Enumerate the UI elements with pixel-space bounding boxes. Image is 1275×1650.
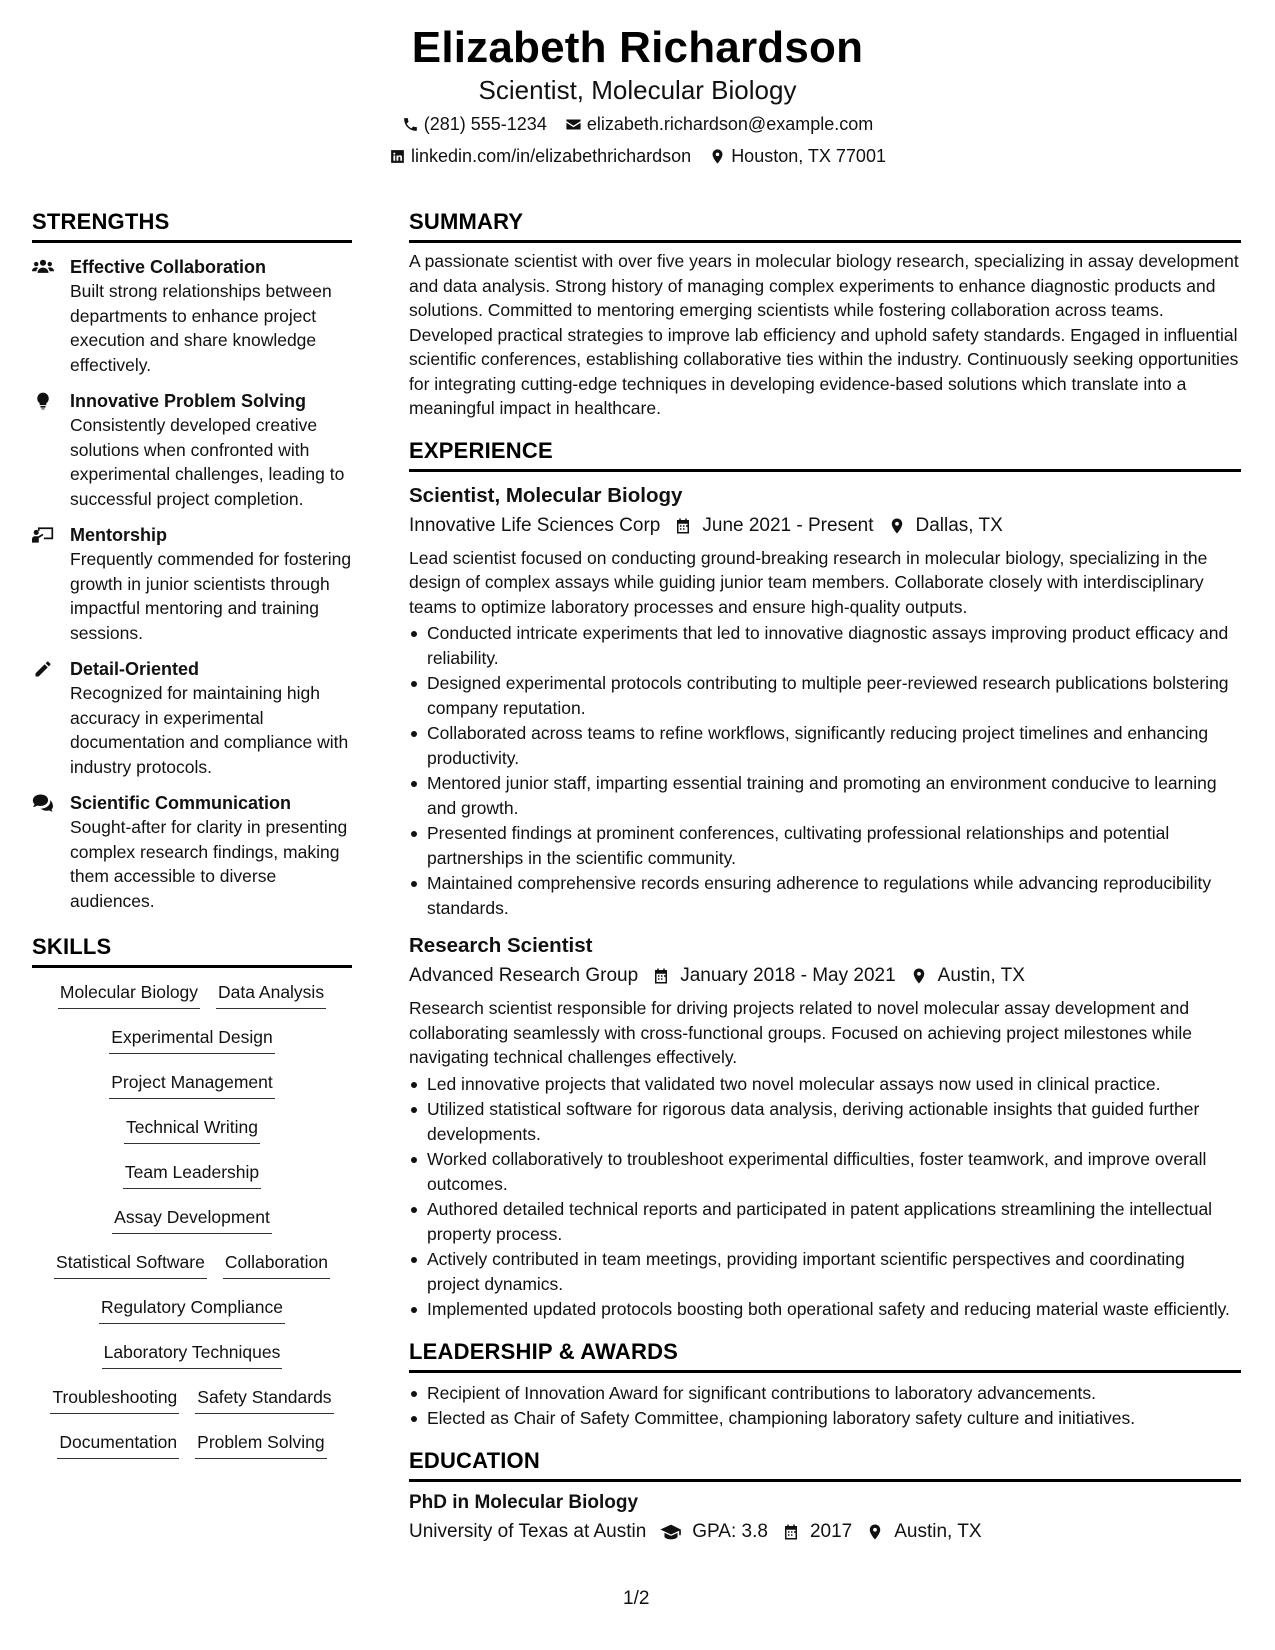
bullet-item: Conducted intricate experiments that led to innovative diagnostic assays improving product efficacy and reliability. xyxy=(409,621,1241,670)
job-bullets xyxy=(409,621,1241,920)
degree-title: PhD in Molecular Biology xyxy=(409,1491,639,1513)
job-dates: January 2018 - May 2021 xyxy=(680,965,896,986)
bullet-item: Actively contributed in team meetings, providing important scientific perspectives and coordinating project dynamics. xyxy=(409,1247,1241,1296)
right-column xyxy=(409,208,1241,1546)
skill-tag: Problem Solving xyxy=(195,1430,326,1459)
location-contact xyxy=(709,144,886,168)
job-entry xyxy=(409,482,1241,921)
phone-icon xyxy=(402,116,419,133)
skill-tag: Data Analysis xyxy=(216,980,326,1009)
strength-desc: Recognized for maintaining high accuracy in experimental documentation and compliance with industry protocols. xyxy=(70,683,349,777)
map-pin-icon xyxy=(866,1523,884,1541)
email-text[interactable]: elizabeth.richardson@example.com xyxy=(586,114,874,134)
job-location: Dallas, TX xyxy=(915,514,1003,536)
bullet-item: Presented findings at prominent conferences, cultivating professional relationships and potential partnerships in the scientific community. xyxy=(409,821,1241,870)
strength-desc: Built strong relationships between departments to enhance project execution and share knowledge effectively. xyxy=(70,281,332,375)
map-pin-icon xyxy=(910,967,928,985)
job-company: Innovative Life Sciences Corp xyxy=(409,514,661,536)
skill-tag: Technical Writing xyxy=(124,1115,260,1144)
bullet-item: Authored detailed technical reports and participated in patent applications streamlining the intellectual property process. xyxy=(409,1197,1241,1246)
school-name: University of Texas at Austin xyxy=(409,1520,647,1542)
candidate-title: Scientist, Molecular Biology xyxy=(478,75,797,105)
awards-list xyxy=(409,1381,1241,1431)
strength-item xyxy=(32,389,352,511)
job-meta xyxy=(409,512,1241,540)
strength-desc: Frequently commended for fostering growth in junior scientists through impactful mentoring and training sessions. xyxy=(70,549,352,643)
skill-tag: Laboratory Techniques xyxy=(102,1340,283,1369)
pencil-icon xyxy=(32,659,54,679)
award-item: Recipient of Innovation Award for significant contributions to laboratory advancements. xyxy=(409,1381,1241,1406)
calendar-icon xyxy=(652,967,670,985)
strength-item xyxy=(32,791,352,913)
grad-year: 2017 xyxy=(809,1520,853,1542)
skill-tag: Safety Standards xyxy=(195,1385,333,1414)
award-item: Elected as Chair of Safety Committee, championing laboratory safety culture and initiatives. xyxy=(409,1406,1241,1431)
job-description: Research scientist responsible for driving projects related to novel molecular assay development and collaborating seamlessly with cross-functional groups. Focused on achieving project milestones while navigating technical challenges effectively. xyxy=(409,998,1193,1067)
bullet-item: Implemented updated protocols boosting both operational safety and reducing material waste efficiently. xyxy=(409,1297,1241,1322)
education-heading: EDUCATION xyxy=(409,1447,1241,1482)
strength-item xyxy=(32,657,352,779)
phone-contact xyxy=(402,112,547,136)
skill-tag: Molecular Biology xyxy=(58,980,200,1009)
strength-name: Mentorship xyxy=(70,525,167,545)
bullet-item: Mentored junior staff, imparting essential training and promoting an environment conducive to learning and growth. xyxy=(409,771,1241,820)
map-pin-icon xyxy=(888,517,906,535)
chalkboard-teacher-icon xyxy=(32,525,54,545)
skill-tag: Team Leadership xyxy=(123,1160,261,1189)
bullet-item: Worked collaboratively to troubleshoot experimental difficulties, foster teamwork, and improve overall outcomes. xyxy=(409,1147,1241,1196)
strength-name: Effective Collaboration xyxy=(70,257,267,277)
education-meta xyxy=(409,1518,1241,1546)
skill-tag: Troubleshooting xyxy=(50,1385,179,1414)
job-dates: June 2021 - Present xyxy=(702,514,874,536)
strength-name: Detail-Oriented xyxy=(70,659,200,679)
edu-location: Austin, TX xyxy=(894,1520,982,1542)
job-company: Advanced Research Group xyxy=(409,965,639,986)
candidate-name: Elizabeth Richardson xyxy=(411,23,864,72)
contact-row-1 xyxy=(0,112,1275,136)
job-description: Lead scientist focused on conducting ground-breaking research in molecular biology, specializing in the design of complex assays while guiding junior team members. Collaborate closely with interdisciplinary teams to optimize laboratory processes and ensure high-quality outputs. xyxy=(409,547,1208,617)
summary-heading: SUMMARY xyxy=(409,208,1241,243)
strength-desc: Sought-after for clarity in presenting complex research findings, making them accessible to diverse audiences. xyxy=(70,817,348,911)
strength-item xyxy=(32,255,352,377)
bullet-item: Designed experimental protocols contributing to multiple peer-reviewed research publications bolstering company reputation. xyxy=(409,671,1241,720)
awards-section xyxy=(409,1338,1241,1431)
awards-heading: LEADERSHIP & AWARDS xyxy=(409,1338,1241,1373)
map-pin-icon xyxy=(709,148,726,165)
bullet-item: Led innovative projects that validated two novel molecular assays now used in clinical practice. xyxy=(409,1072,1241,1097)
gpa-text: GPA: 3.8 xyxy=(692,1520,768,1542)
strength-name: Scientific Communication xyxy=(70,793,292,813)
contact-row-2 xyxy=(0,144,1275,168)
education-section xyxy=(409,1447,1241,1546)
skill-tag: Regulatory Compliance xyxy=(99,1295,285,1324)
strengths-heading: STRENGTHS xyxy=(32,208,352,243)
skills-list xyxy=(32,980,352,1475)
strength-item xyxy=(32,523,352,645)
skill-tag: Statistical Software xyxy=(54,1250,207,1279)
job-bullets xyxy=(409,1072,1241,1322)
phone-text: (281) 555-1234 xyxy=(423,114,547,134)
skill-tag: Project Management xyxy=(109,1070,274,1099)
left-column xyxy=(32,208,352,1475)
experience-heading: EXPERIENCE xyxy=(409,437,1241,472)
skill-tag: Documentation xyxy=(57,1430,179,1459)
strength-name: Innovative Problem Solving xyxy=(70,391,307,411)
linkedin-text[interactable]: linkedin.com/in/elizabethrichardson xyxy=(411,146,692,166)
job-entry xyxy=(409,932,1241,1322)
graduation-cap-icon xyxy=(660,1523,682,1541)
skill-tag: Experimental Design xyxy=(109,1025,274,1054)
users-icon xyxy=(32,257,54,277)
summary-text: A passionate scientist with over five years in molecular biology research, specializing in assay development and data analysis. Strong history of managing complex experiments to enhance diagnostic products and solutions. Committed to mentoring emerging scientists while fostering collaboration across teams. Developed practical strategies to improve lab efficiency and uphold safety standards. Engaged in influential scientific conferences, establishing collaborative ties within the industry. Continuously seeking opportunities for integrating cutting-edge techniques in developing evidence-based solutions which translate into a meaningful impact in healthcare. xyxy=(409,251,1239,418)
location-text: Houston, TX 77001 xyxy=(731,146,886,166)
comments-icon xyxy=(32,793,54,813)
linkedin-icon xyxy=(389,148,406,165)
bullet-item: Utilized statistical software for rigorous data analysis, deriving actionable insights that guided further developments. xyxy=(409,1097,1241,1146)
bullet-item: Maintained comprehensive records ensuring adherence to regulations while advancing reproducibility standards. xyxy=(409,871,1241,920)
envelope-icon xyxy=(565,116,582,133)
linkedin-contact[interactable] xyxy=(389,144,691,168)
job-location: Austin, TX xyxy=(937,965,1025,986)
skill-tag: Collaboration xyxy=(223,1250,330,1279)
job-meta xyxy=(409,962,1241,990)
job-title: Research Scientist xyxy=(409,934,593,957)
skill-tag: Assay Development xyxy=(112,1205,272,1234)
job-title: Scientist, Molecular Biology xyxy=(409,483,683,507)
bullet-item: Collaborated across teams to refine workflows, significantly reducing project timelines and enhancing productivity. xyxy=(409,721,1241,770)
skills-heading: SKILLS xyxy=(32,933,352,968)
lightbulb-icon xyxy=(32,391,54,411)
email-contact[interactable] xyxy=(565,112,873,136)
calendar-icon xyxy=(674,517,692,535)
calendar-icon xyxy=(782,1523,800,1541)
page-number: 1/2 xyxy=(623,1588,650,1609)
strength-desc: Consistently developed creative solutions when confronted with experimental challenges, leading to successful project completion. xyxy=(70,415,345,509)
resume-header xyxy=(0,22,1275,168)
